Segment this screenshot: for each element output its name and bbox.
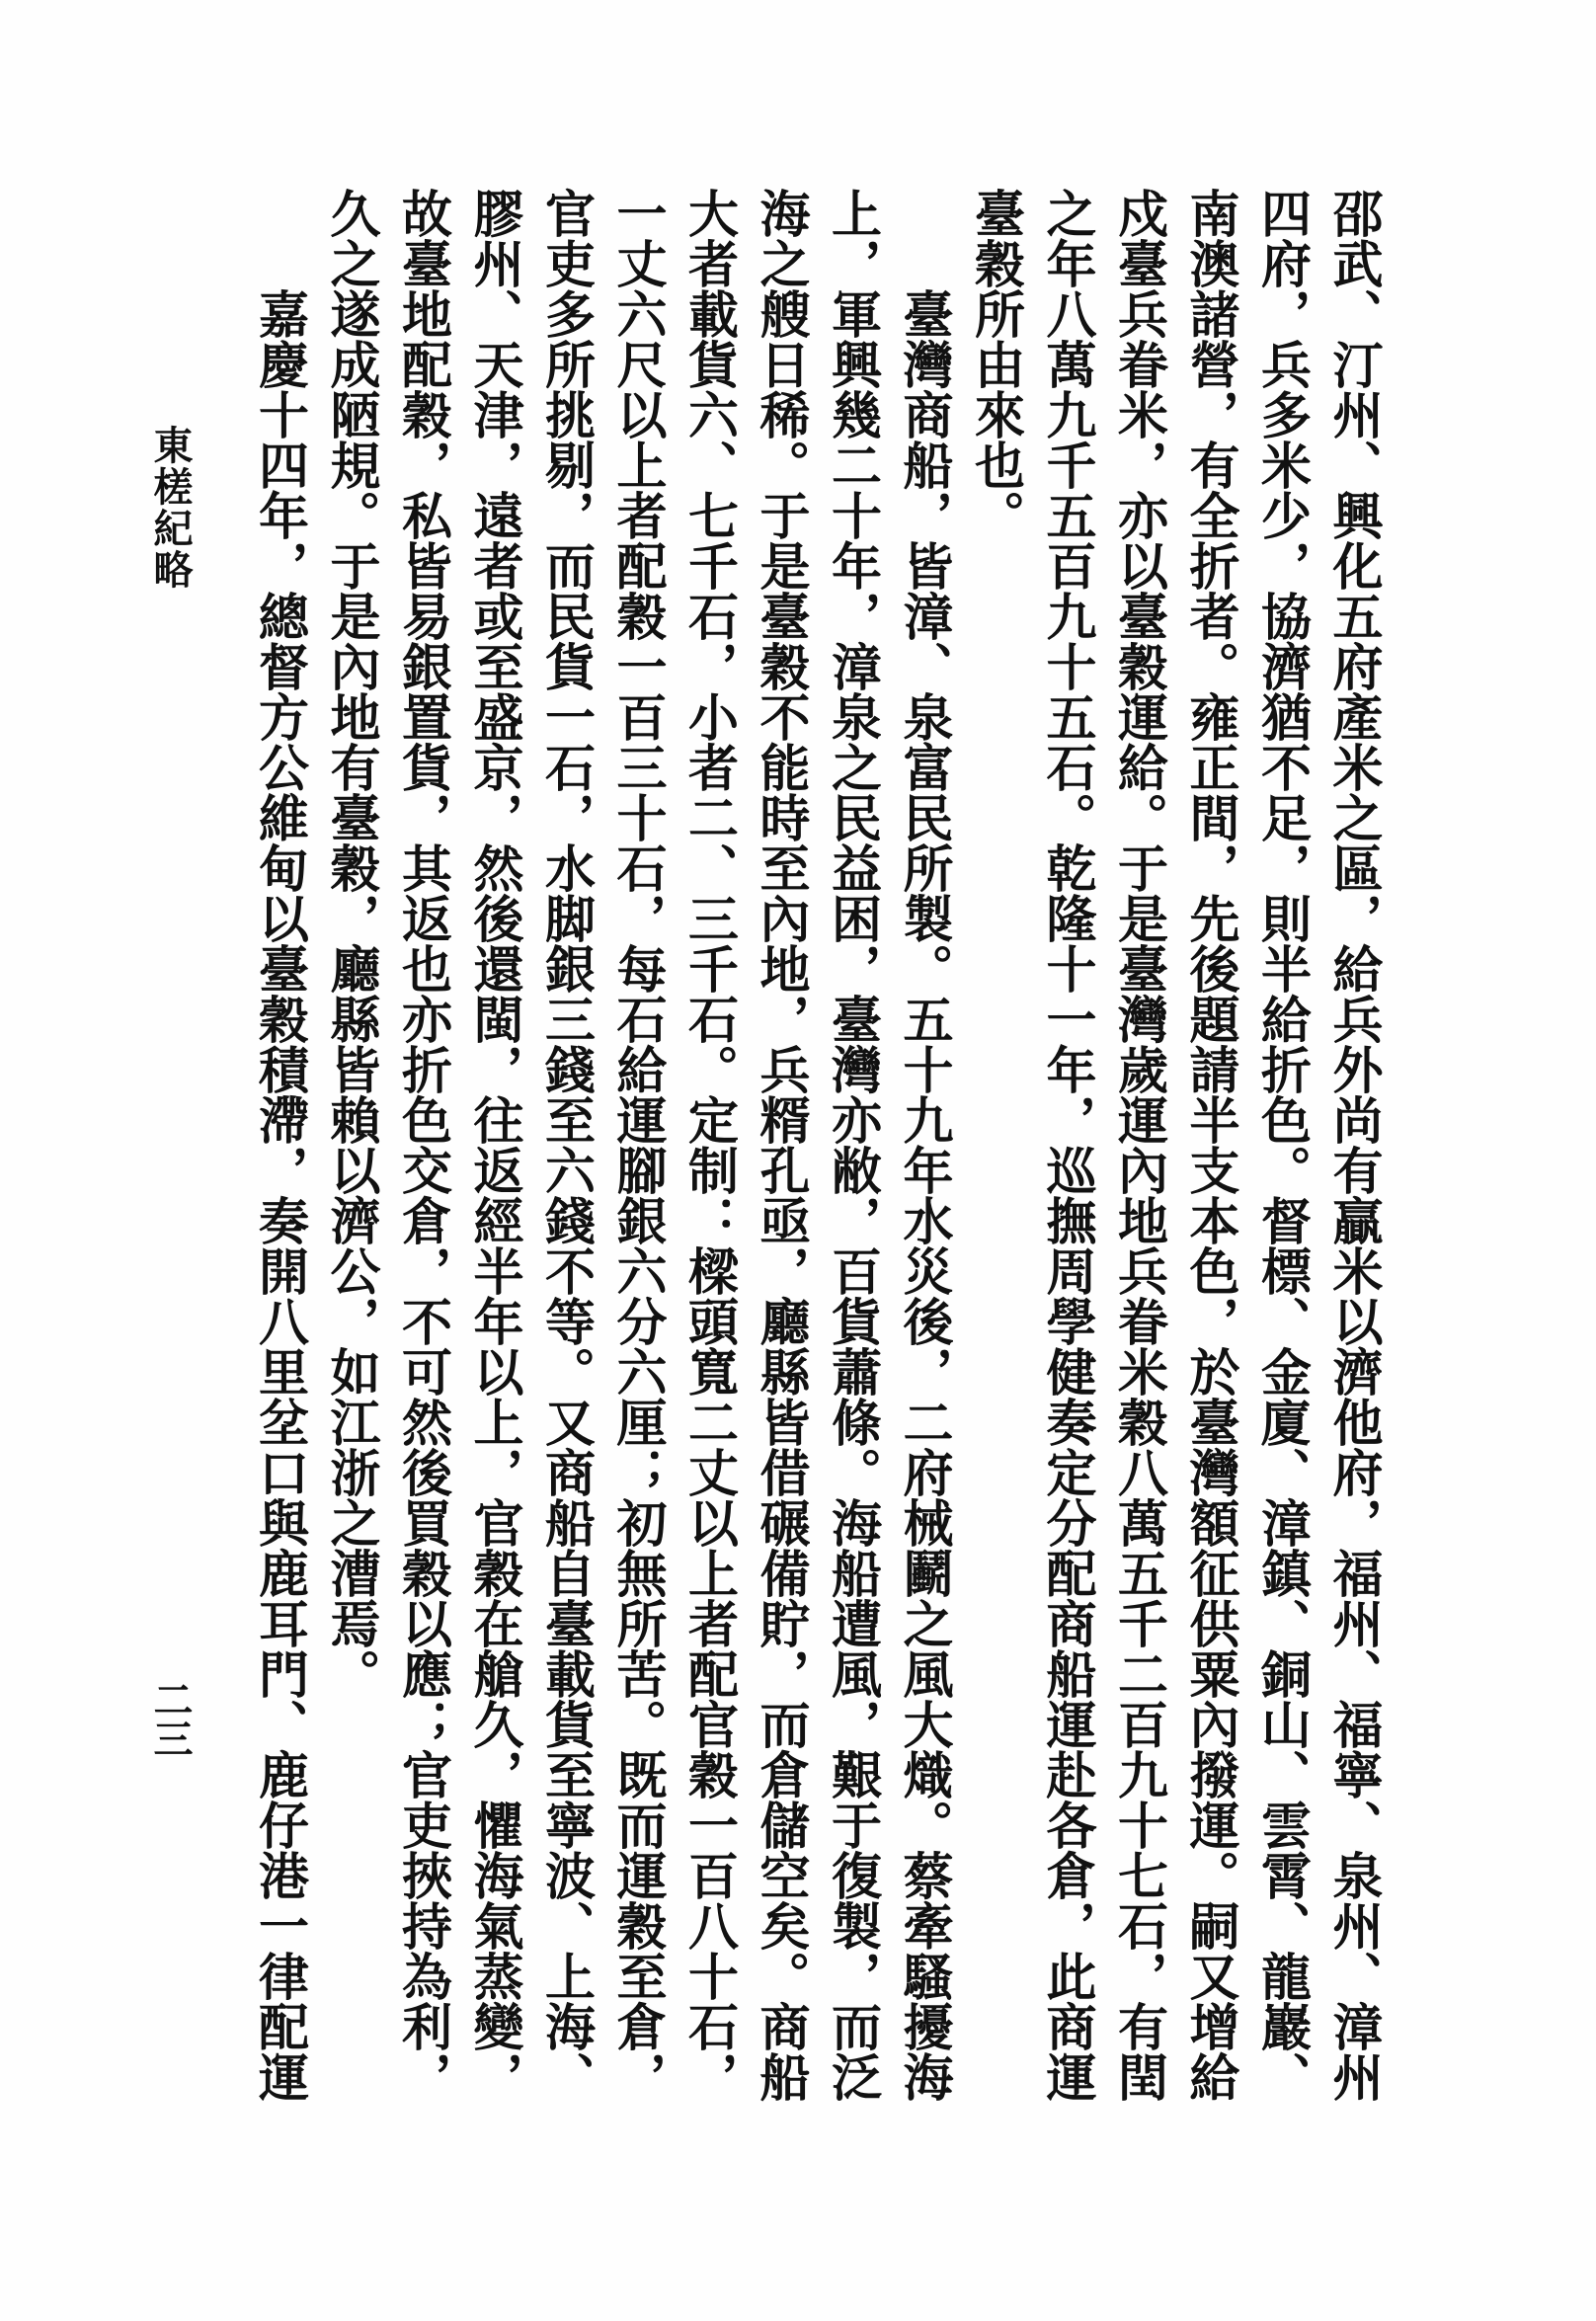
text-column-6: 臺穀所由來也。 — [965, 188, 1025, 540]
text-column-16: 嘉慶十四年，總督方公維甸以臺穀積滯，奏開八里坌口與鹿耳門、鹿仔港一律配運 — [249, 288, 309, 2102]
text-column-14: 故臺地配穀，私皆易銀置貨，其返也亦折色交倉，不可然後買穀以應；官吏挾持為利， — [392, 188, 452, 2102]
text-column-13: 膠州、天津，遠者或至盛京，然後還閩，往返經半年以上，官穀在艙久，懼海氣蒸變， — [464, 188, 523, 2102]
text-column-2: 四府，兵多米少，協濟猶不足，則半給折色。督標、金廈、漳鎮、銅山、雲霄、龍巖、 — [1251, 188, 1312, 2102]
text-column-9: 海之艘日稀。于是臺穀不能時至內地，兵糈孔亟，廳縣皆借碾備貯，而倉儲空矣。商船 — [751, 188, 810, 2102]
text-column-15: 久之遂成陋規。于是內地有臺穀，廳縣皆賴以濟公，如江浙之漕焉。 — [321, 188, 380, 1699]
text-column-11: 一丈六尺以上者配穀一百三十石，每石給運腳銀六分六厘；初無所苦。既而運穀至倉， — [607, 188, 667, 2102]
text-column-8: 上，軍興幾二十年，漳泉之民益困，臺灣亦敝，百貨蕭條。海船遭風，艱于復製，而泛 — [822, 188, 882, 2102]
text-column-10: 大者載貨六、七千石，小者二、三千石。定制：樑頭寬二丈以上者配官穀一百八十石， — [678, 188, 739, 2102]
text-column-1: 邵武、汀州、興化五府產米之區，給兵外尚有贏米以濟他府，福州、福寧、泉州、漳州 — [1323, 188, 1383, 2102]
page-number: 二三 — [147, 1679, 194, 1758]
text-column-7: 臺灣商船，皆漳、泉富民所製。五十九年水災後，二府械鬬之風大熾。蔡牽騷擾海 — [894, 288, 953, 2102]
text-column-12: 官吏多所挑剔，而民貨一石，水脚銀三錢至六錢不等。又商船自臺載貨至寧波、上海、 — [535, 188, 596, 2102]
text-column-5: 之年八萬九千五百九十五石。乾隆十一年，巡撫周學健奏定分配商船運赴各倉，此商運 — [1037, 188, 1096, 2102]
text-column-3: 南澳諸營，有全折者。雍正間，先後題請半支本色，於臺灣額征供粟內撥運。嗣又增給 — [1180, 188, 1239, 2102]
body-text — [247, 188, 1393, 2163]
text-column-4: 戍臺兵眷米，亦以臺穀運給。于是臺灣歲運內地兵眷米穀八萬五千二百九十七石，有閏 — [1108, 188, 1168, 2102]
running-title: 東槎紀略 — [147, 425, 194, 591]
